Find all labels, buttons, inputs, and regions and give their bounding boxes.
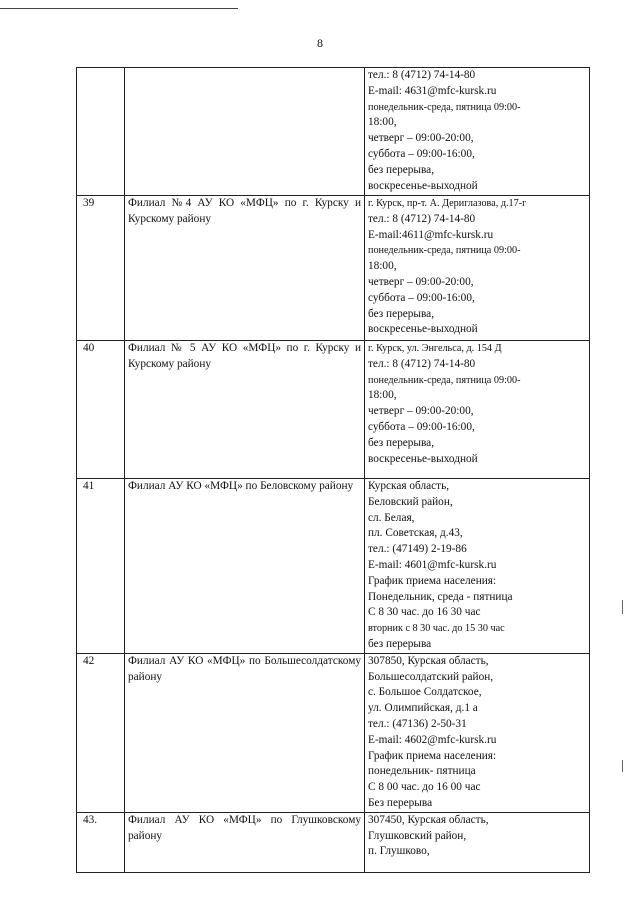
detail-line: С 8 30 час. до 16 30 час <box>368 606 481 619</box>
detail-line: тел.: 8 (4712) 74-14-80 <box>368 69 476 81</box>
detail-line: 307850, Курская область, <box>368 654 489 667</box>
detail-line: E-mail: 4631@mfc-kursk.ru <box>368 84 497 97</box>
detail-line: вторник с 8 30 час. до 15 30 час <box>368 623 505 635</box>
detail-line: тел.: 8 (4712) 74-14-80 <box>368 212 476 225</box>
detail-line: 307450, Курская область, <box>368 813 489 826</box>
table-row <box>77 812 590 872</box>
branch-details <box>365 196 590 341</box>
detail-line: суббота – 09:00-16:00, <box>368 291 475 304</box>
detail-line: 18:00, <box>368 389 397 402</box>
detail-line: четверг – 09:00-20:00, <box>368 132 474 145</box>
branch-name: Филиал № 5 АУ КО «МФЦ» по г. Курску и Курскому району <box>125 341 365 479</box>
top-rule <box>0 8 238 9</box>
detail-line: понедельник-среда, пятница 09:00- <box>368 245 521 257</box>
branch-name <box>125 68 365 196</box>
detail-line: Без перерыва <box>368 796 433 809</box>
row-number: 39 <box>77 196 125 341</box>
detail-line: ул. Олимпийская, д.1 а <box>368 702 478 715</box>
detail-line: п. Глушково, <box>368 845 430 858</box>
branch-details <box>365 341 590 479</box>
table-row <box>77 68 590 196</box>
detail-line: без перерыва, <box>368 436 435 449</box>
detail-line: понедельник-среда, пятница 09:00- <box>368 374 521 386</box>
detail-line: График приема населения: <box>368 574 497 587</box>
row-number: 43. <box>77 812 125 872</box>
detail-line: суббота – 09:00-16:00, <box>368 420 475 433</box>
branch-details <box>365 68 590 196</box>
detail-line: тел.: 8 (4712) 74-14-80 <box>368 357 476 370</box>
page-number: 8 <box>317 36 323 50</box>
detail-line: четверг – 09:00-20:00, <box>368 275 474 288</box>
detail-line: тел.: (47136) 2-50-31 <box>368 717 467 730</box>
detail-line: E-mail:4611@mfc-kursk.ru <box>368 228 494 241</box>
detail-line: Глушковский район, <box>368 829 467 842</box>
branch-details <box>365 812 590 872</box>
row-number: 42 <box>77 653 125 812</box>
detail-line: воскресенье-выходной <box>368 323 478 336</box>
branch-details <box>365 479 590 654</box>
detail-line: E-mail: 4602@mfc-kursk.ru <box>368 733 497 746</box>
detail-line: воскресенье-выходной <box>368 179 478 192</box>
margin-mark <box>622 760 623 772</box>
detail-line: г. Курск, пр-т. А. Дериглазова, д.17-г <box>368 198 527 209</box>
detail-line: Курская область, <box>368 480 450 492</box>
detail-line: E-mail: 4601@mfc-kursk.ru <box>368 558 497 571</box>
table-row <box>77 341 590 479</box>
branch-details <box>365 653 590 812</box>
branch-name: Филиал АУ КО «МФЦ» по Глушковскому району <box>125 812 365 872</box>
row-number: 41 <box>77 479 125 654</box>
branch-table <box>76 67 590 873</box>
detail-line: без перерыва, <box>368 307 435 320</box>
detail-line: с. Большое Солдатское, <box>368 686 482 699</box>
detail-line: График приема населения: <box>368 749 497 762</box>
detail-line: 18:00, <box>368 260 397 273</box>
detail-line: четверг – 09:00-20:00, <box>368 405 474 418</box>
detail-line: Понедельник, среда - пятница <box>368 590 513 603</box>
margin-mark <box>622 600 623 614</box>
detail-line: суббота – 09:00-16:00, <box>368 147 475 160</box>
detail-line: г. Курск, ул. Энгельса, д. 154 Д <box>368 343 502 354</box>
table-row <box>77 479 590 654</box>
table-row <box>77 653 590 812</box>
detail-line: воскресенье-выходной <box>368 452 478 465</box>
detail-line: 18:00, <box>368 116 397 129</box>
table-row <box>77 196 590 341</box>
detail-line: Беловский район, <box>368 495 453 508</box>
branch-name: Филиал АУ КО «МФЦ» по Беловскому району <box>125 479 365 654</box>
detail-line: С 8 00 час. до 16 00 час <box>368 781 481 794</box>
branch-name: Филиал №4 АУ КО «МФЦ» по г. Курску и Курскому району <box>125 196 365 341</box>
detail-line: понедельник-среда, пятница 09:00- <box>368 101 521 113</box>
detail-line: понедельник- пятница <box>368 765 476 778</box>
detail-line: без перерыва, <box>368 163 435 176</box>
row-number <box>77 68 125 196</box>
branch-name: Филиал АУ КО «МФЦ» по Большесолдатскому району <box>125 653 365 812</box>
detail-line: Большесолдатский район, <box>368 670 494 683</box>
detail-line: сл. Белая, <box>368 511 415 524</box>
detail-line: без перерыва <box>368 637 432 650</box>
detail-line: пл. Советская, д.43, <box>368 527 463 540</box>
detail-line: тел.: (47149) 2-19-86 <box>368 543 467 556</box>
row-number: 40 <box>77 341 125 479</box>
